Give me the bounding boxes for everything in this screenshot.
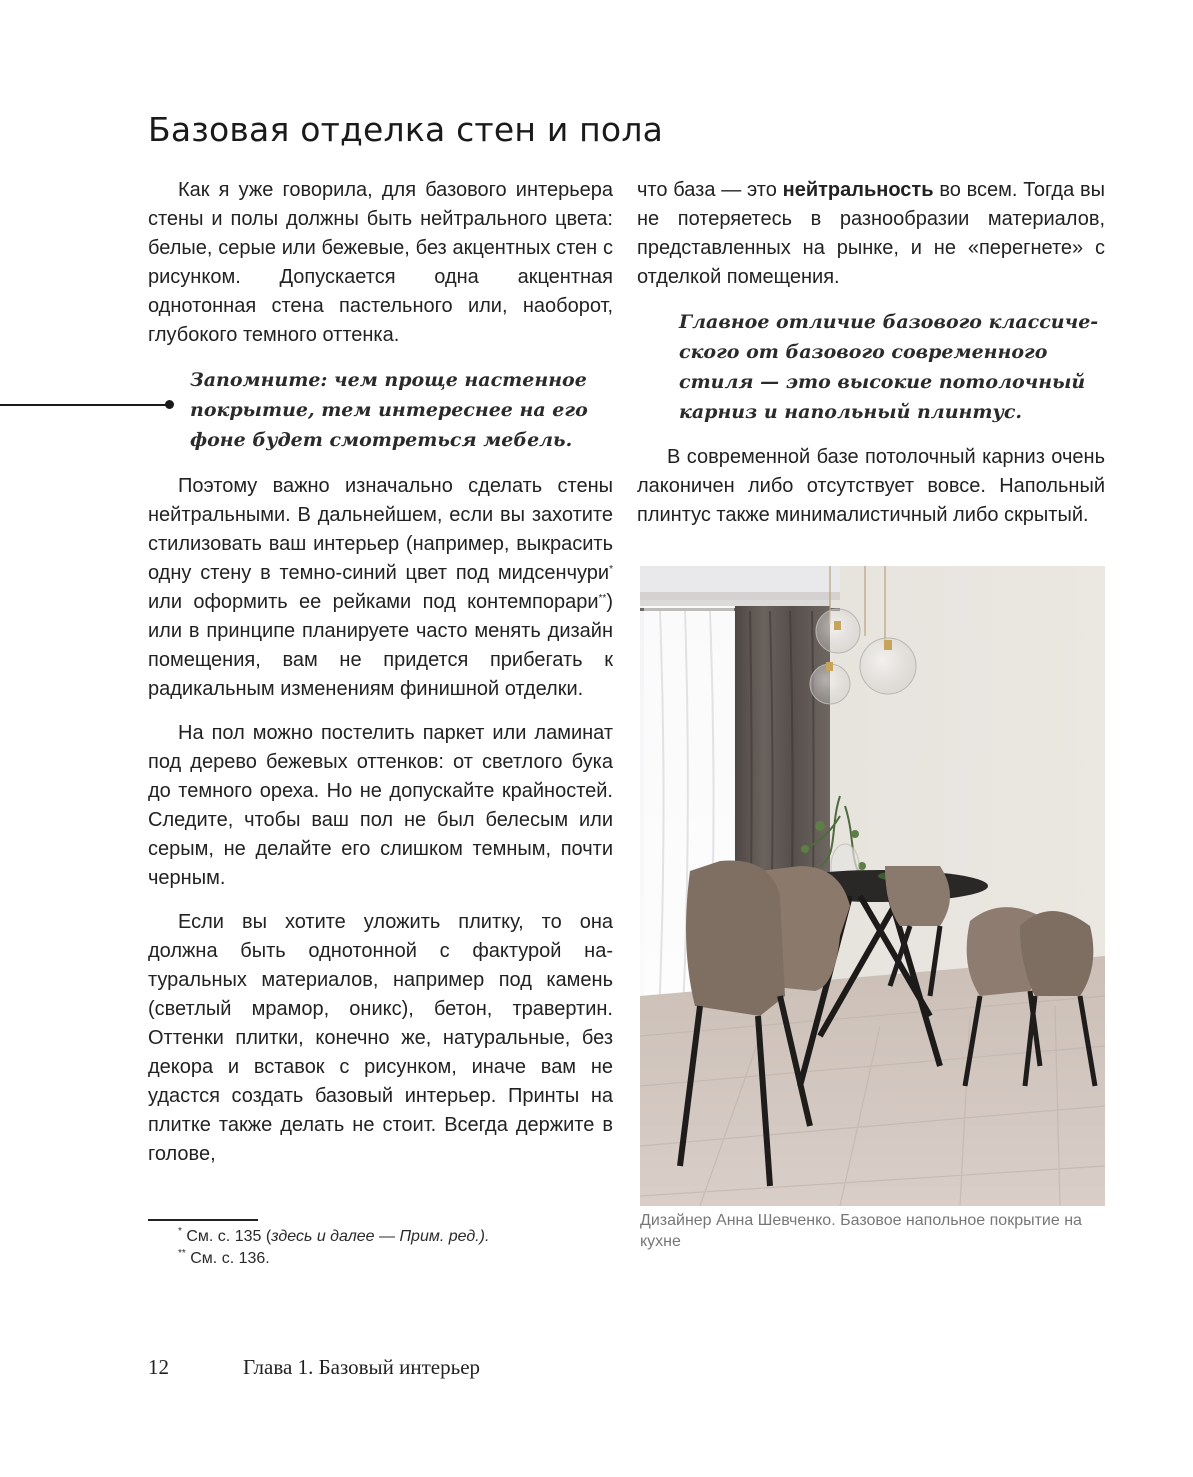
paragraph-text: Поэтому важно изначально сделать стены нейтральными. В дальнейшем, если вы захотите стилизовать ваш интерьер (например, выкрасить одну стену в темно-синий цвет под мидсенчури <box>148 475 613 584</box>
footnotes <box>178 1226 489 1270</box>
right-column <box>637 176 1105 545</box>
left-column <box>148 176 613 1184</box>
paragraph: На пол можно постелить паркет или ламинат под дерево бежевых оттенков: от светлого бука до темного ореха. Но не допускайте крайностей. Следите, чтобы ваш пол не был белесым или серым, не делайте его слишком темным, почти черным. <box>148 722 613 889</box>
paragraph <box>148 472 613 704</box>
paragraph-text: во всем. Тогда вы не потеряетесь в разнообразии материалов, представленных на рынке, и не «перегнете» с отделкой помещения. <box>637 179 1105 288</box>
paragraph-text: или оформить ее рейками под контемпорари <box>148 591 599 613</box>
emphasis: нейтральность <box>782 179 934 201</box>
callout-quote: Главное отличие базового классического от базового современного стиля — это высокие потолочный карниз и напольный плинтус. <box>679 311 1099 423</box>
interior-photo <box>640 566 1105 1206</box>
footnote-marker: ** <box>598 593 607 604</box>
page-number: 12 <box>148 1355 169 1379</box>
paragraph-text: ) или в принципе планируете часто менять дизайн помещения, вам не придется прибегать к радикальным изменениям финишной отделки. <box>148 591 613 700</box>
paragraph-text: что база — это <box>637 179 783 201</box>
footnote-rule <box>148 1219 258 1221</box>
running-footer-chapter: Глава 1. Базовый интерьер <box>243 1355 481 1379</box>
footnote <box>178 1248 489 1270</box>
paragraph <box>637 176 1105 292</box>
paragraph: Если вы хотите уложить плитку, то она должна быть однотонной с фактурой натуральных материалов, например под камень (светлый мрамор, оникс), бетон, травертин. Оттенки плитки, конечно же, натуральные, без декора и вставок с рисунком, иначе вам не удастся создать базовый интерьер. Принты на плитке также делать не стоит. Всегда держите в голове, <box>148 911 613 1165</box>
footnote-italic: здесь и далее — Прим. ред.). <box>271 1228 490 1245</box>
margin-rule <box>0 404 168 406</box>
footnote-mark: * <box>178 1226 182 1237</box>
footnote-mark: ** <box>178 1248 186 1259</box>
footnote <box>178 1226 489 1248</box>
footnote-marker: * <box>609 564 613 575</box>
section-title: Базовая отделка стен и пола <box>148 110 664 149</box>
callout-quote: Запомните: чем проще настенное покрытие, тем интереснее на его фоне будет смотреться мебель. <box>190 369 588 451</box>
dining-room-illustration <box>640 566 1105 1206</box>
photo-caption: Дизайнер Анна Шевченко. Базовое напольное покрытие на кухне <box>640 1212 1082 1250</box>
footnote-text: См. с. 136. <box>185 1250 270 1267</box>
footnote-text: См. с. 135 ( <box>181 1228 272 1245</box>
paragraph: Как я уже говорила, для базового интерьера стены и полы должны быть нейтрального цвета: белые, серые или бежевые, без акцентных стен с рисунком. Допускается одна акцентная однотонная стена пастельного или, наоборот, глубокого темного оттенка. <box>148 179 613 346</box>
paragraph: В современной базе потолочный карниз очень лаконичен либо отсутствует вовсе. Напольный плинтус также минималистичный либо скрытый. <box>637 446 1105 526</box>
